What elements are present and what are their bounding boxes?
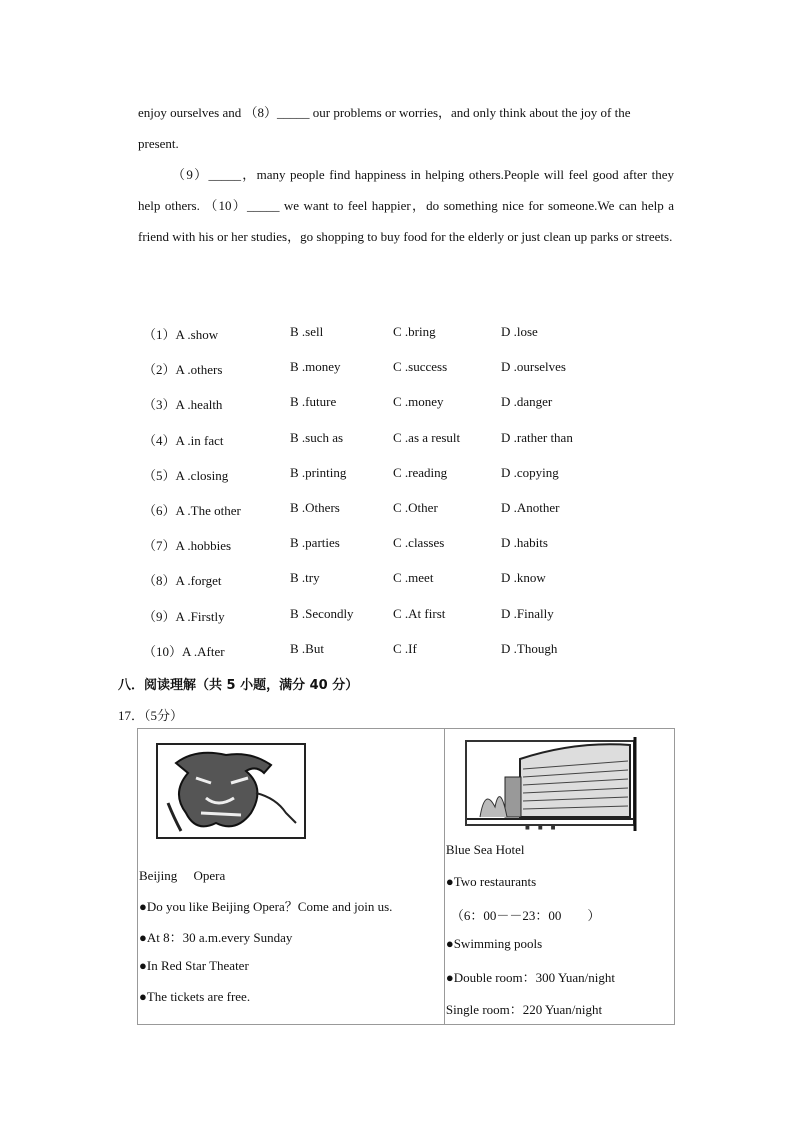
option-d: D .Another [501,500,560,515]
option-row [0,570,794,590]
hotel-item: ● Two restaurants [446,874,536,890]
option-c: C .Other [393,500,438,515]
opera-title: Beijing Opera [139,868,226,883]
passage-line-2: present. [138,136,179,151]
option-row [0,535,794,555]
option-b: B .Secondly [290,605,354,621]
option-num: （6）A .The other [143,503,241,518]
option-c: C .meet [393,570,434,586]
hotel-item: ● Double room：300 Yuan/night [446,967,615,986]
passage-line-1: enjoy ourselves and （8）_____ our problems or worries，and only think about the joy of the [138,105,631,120]
option-c: C .reading [393,464,448,480]
option-num: （3）A .health [143,397,223,413]
option-row [0,359,794,379]
option-b: B .sell [290,324,324,339]
option-c: C .classes [393,535,445,551]
option-c: C .money [393,394,444,410]
ads-table [137,728,675,1025]
section-title: 八．阅读理解（共 5 小题，满分 40 分） [118,678,359,693]
hotel-item: ● Swimming pools [446,936,542,952]
hotel-ad [445,729,674,1024]
opera-item: ● The tickets are free. [139,989,250,1005]
opera-item: ● Do you like Beijing Opera？Come and join us. [139,896,392,915]
option-row [0,641,794,661]
option-c: C .If [393,640,417,656]
passage-paragraph-2: （9）_____，many people find happiness in helping others.People will feel good after they help others. （10）_____ we want to feel happier，do something nice for someone.We can help a friend with his or her studies，go shopping to buy food for the elderly or just clean up parks or streets. [138,167,674,244]
option-c: C .At first [393,605,446,621]
hotel-building-image [465,737,637,831]
option-num: （9）A .Firstly [143,608,225,624]
option-b: B .money [290,359,341,375]
option-b: B .try [290,570,320,586]
hotel-hours: （6：00－－23：00 ） [450,908,601,923]
option-row [0,430,794,450]
opera-item: ● At 8：30 a.m.every Sunday [139,927,292,946]
svg-text:■ ■ ■: ■ ■ ■ [524,823,556,831]
option-row [0,394,794,414]
option-d: D .copying [501,464,559,480]
option-b: B .such as [290,429,344,445]
option-d: D .ourselves [501,359,566,375]
option-num: （5）A .closing [143,467,229,483]
option-b: B .printing [290,464,347,480]
option-num: （10）A .After [143,643,225,659]
option-num: （7）A .hobbies [143,538,232,554]
hotel-title: Blue Sea Hotel [445,842,525,857]
opera-mask-image [156,743,306,839]
question-number: 17．（5分） [118,708,184,723]
option-c: C .bring [393,324,436,339]
option-row [0,465,794,485]
option-row [0,606,794,626]
option-b: B .future [290,394,337,410]
option-c: C .as a result [393,429,461,445]
option-d: D .rather than [501,429,573,445]
option-d: D .know [501,570,546,586]
option-d: D .lose [501,324,538,339]
hotel-single-room: Single room：220 Yuan/night [445,1002,603,1017]
option-b: B .But [290,640,324,656]
opera-ad [138,729,444,1024]
option-num: （2）A .others [143,362,223,378]
option-b: B .Others [290,500,340,515]
option-num: （8）A .forget [143,573,222,589]
opera-item: ● In Red Star Theater [139,958,249,974]
option-num: （4）A .in fact [143,432,224,448]
option-num: （1）A .show [143,327,219,342]
option-d: D .danger [501,394,553,410]
option-row [0,500,794,520]
option-b: B .parties [290,535,340,551]
option-d: D .Finally [501,605,554,621]
option-d: D .Though [501,640,558,656]
option-d: D .habits [501,535,548,551]
option-row [0,324,794,344]
option-c: C .success [393,359,448,375]
